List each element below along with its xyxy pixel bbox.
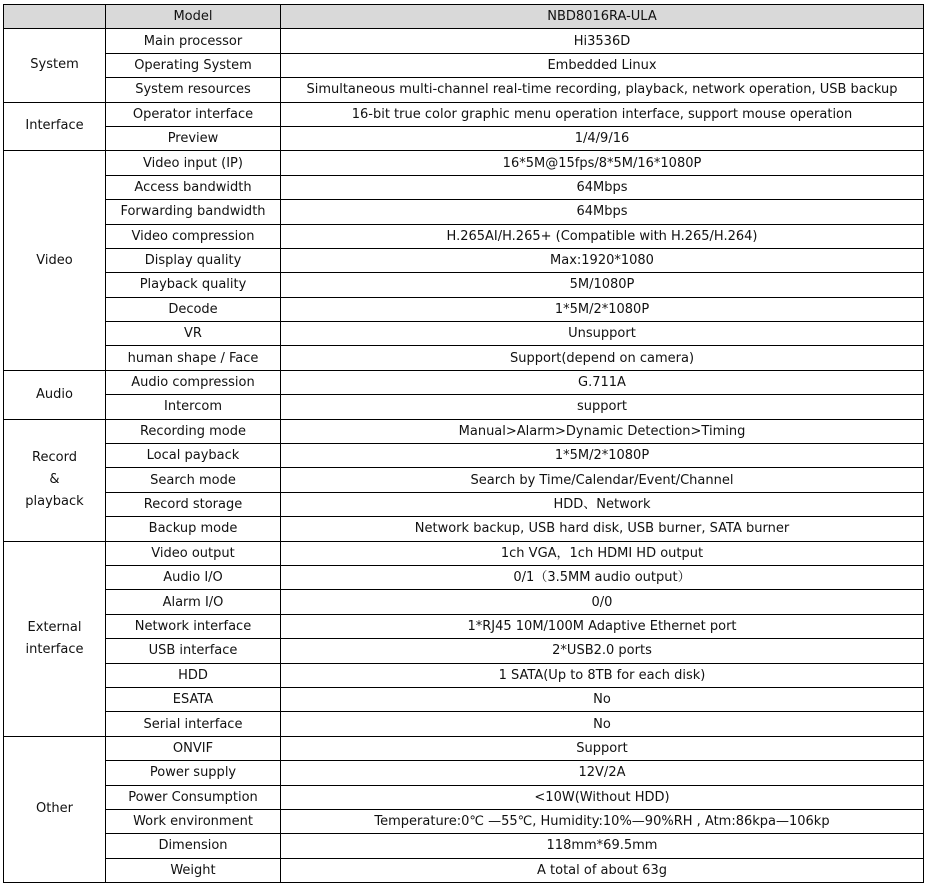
spec-value-cell: 0/1（3.5MM audio output） bbox=[281, 565, 924, 589]
spec-value-cell: 1*5M/2*1080P bbox=[281, 444, 924, 468]
spec-row bbox=[4, 785, 924, 809]
spec-row bbox=[4, 419, 924, 443]
spec-row bbox=[4, 395, 924, 419]
spec-row bbox=[4, 102, 924, 126]
spec-label-cell: Video compression bbox=[106, 224, 281, 248]
spec-row bbox=[4, 565, 924, 589]
spec-row bbox=[4, 175, 924, 199]
group-name-cell: Audio bbox=[4, 370, 106, 419]
spec-row bbox=[4, 273, 924, 297]
group-name-cell: Video bbox=[4, 151, 106, 371]
spec-value-cell: 12V/2A bbox=[281, 761, 924, 785]
spec-value-cell: 16-bit true color graphic menu operation interface, support mouse operation bbox=[281, 102, 924, 126]
spec-row bbox=[4, 541, 924, 565]
spec-label-cell: System resources bbox=[106, 78, 281, 102]
spec-table bbox=[3, 4, 924, 883]
spec-label-cell: Operator interface bbox=[106, 102, 281, 126]
spec-label-cell: Weight bbox=[106, 858, 281, 882]
spec-value-cell: 118mm*69.5mm bbox=[281, 834, 924, 858]
spec-row bbox=[4, 712, 924, 736]
spec-value-cell: Simultaneous multi-channel real-time recording, playback, network operation, USB backup bbox=[281, 78, 924, 102]
spec-value-cell: A total of about 63g bbox=[281, 858, 924, 882]
spec-row bbox=[4, 370, 924, 394]
spec-value-cell: 64Mbps bbox=[281, 200, 924, 224]
spec-row bbox=[4, 78, 924, 102]
spec-label-cell: Audio I/O bbox=[106, 565, 281, 589]
spec-row bbox=[4, 517, 924, 541]
header-label-cell: Model bbox=[106, 5, 281, 29]
spec-row bbox=[4, 468, 924, 492]
spec-row bbox=[4, 224, 924, 248]
spec-value-cell: Manual>Alarm>Dynamic Detection>Timing bbox=[281, 419, 924, 443]
spec-row bbox=[4, 858, 924, 882]
spec-value-cell: 64Mbps bbox=[281, 175, 924, 199]
spec-label-cell: Dimension bbox=[106, 834, 281, 858]
spec-label-cell: human shape / Face bbox=[106, 346, 281, 370]
spec-label-cell: VR bbox=[106, 322, 281, 346]
spec-value-cell: 1 SATA(Up to 8TB for each disk) bbox=[281, 663, 924, 687]
spec-row bbox=[4, 834, 924, 858]
spec-value-cell: <10W(Without HDD) bbox=[281, 785, 924, 809]
header-blank-cell bbox=[4, 5, 106, 29]
header-row bbox=[4, 5, 924, 29]
spec-label-cell: Operating System bbox=[106, 53, 281, 77]
spec-value-cell: 16*5M@15fps/8*5M/16*1080P bbox=[281, 151, 924, 175]
spec-row bbox=[4, 614, 924, 638]
group-name-cell: External interface bbox=[4, 541, 106, 736]
spec-value-cell: 1*5M/2*1080P bbox=[281, 297, 924, 321]
spec-label-cell: Forwarding bandwidth bbox=[106, 200, 281, 224]
spec-label-cell: Alarm I/O bbox=[106, 590, 281, 614]
spec-row bbox=[4, 736, 924, 760]
spec-value-cell: Hi3536D bbox=[281, 29, 924, 53]
spec-value-cell: 5M/1080P bbox=[281, 273, 924, 297]
spec-row bbox=[4, 687, 924, 711]
spec-row bbox=[4, 590, 924, 614]
spec-label-cell: Main processor bbox=[106, 29, 281, 53]
spec-row bbox=[4, 492, 924, 516]
spec-row bbox=[4, 29, 924, 53]
spec-value-cell: G.711A bbox=[281, 370, 924, 394]
spec-label-cell: ESATA bbox=[106, 687, 281, 711]
spec-value-cell: 0/0 bbox=[281, 590, 924, 614]
spec-label-cell: Recording mode bbox=[106, 419, 281, 443]
spec-label-cell: Network interface bbox=[106, 614, 281, 638]
spec-value-cell: Max:1920*1080 bbox=[281, 248, 924, 272]
spec-label-cell: HDD bbox=[106, 663, 281, 687]
spec-label-cell: Audio compression bbox=[106, 370, 281, 394]
spec-row bbox=[4, 663, 924, 687]
spec-label-cell: Power supply bbox=[106, 761, 281, 785]
spec-row bbox=[4, 200, 924, 224]
spec-row bbox=[4, 346, 924, 370]
spec-label-cell: Access bandwidth bbox=[106, 175, 281, 199]
spec-label-cell: Preview bbox=[106, 126, 281, 150]
spec-label-cell: Intercom bbox=[106, 395, 281, 419]
spec-label-cell: USB interface bbox=[106, 639, 281, 663]
spec-row bbox=[4, 248, 924, 272]
spec-row bbox=[4, 297, 924, 321]
spec-row bbox=[4, 809, 924, 833]
spec-value-cell: HDD、Network bbox=[281, 492, 924, 516]
spec-label-cell: Record storage bbox=[106, 492, 281, 516]
spec-table-body bbox=[4, 5, 924, 883]
spec-label-cell: Local payback bbox=[106, 444, 281, 468]
spec-value-cell: No bbox=[281, 687, 924, 711]
group-name-cell: Record & playback bbox=[4, 419, 106, 541]
group-name-cell: Interface bbox=[4, 102, 106, 151]
spec-row bbox=[4, 761, 924, 785]
spec-row bbox=[4, 151, 924, 175]
spec-label-cell: Playback quality bbox=[106, 273, 281, 297]
spec-value-cell: Unsupport bbox=[281, 322, 924, 346]
spec-label-cell: Display quality bbox=[106, 248, 281, 272]
spec-label-cell: Work environment bbox=[106, 809, 281, 833]
spec-value-cell: H.265AI/H.265+ (Compatible with H.265/H.264) bbox=[281, 224, 924, 248]
spec-value-cell: No bbox=[281, 712, 924, 736]
spec-value-cell: Support(depend on camera) bbox=[281, 346, 924, 370]
spec-label-cell: Backup mode bbox=[106, 517, 281, 541]
spec-row bbox=[4, 322, 924, 346]
spec-row bbox=[4, 126, 924, 150]
spec-value-cell: 1ch VGA，1ch HDMI HD output bbox=[281, 541, 924, 565]
spec-label-cell: Serial interface bbox=[106, 712, 281, 736]
spec-row bbox=[4, 444, 924, 468]
spec-label-cell: Search mode bbox=[106, 468, 281, 492]
spec-value-cell: Search by Time/Calendar/Event/Channel bbox=[281, 468, 924, 492]
spec-value-cell: support bbox=[281, 395, 924, 419]
group-name-cell: Other bbox=[4, 736, 106, 882]
group-name-cell: System bbox=[4, 29, 106, 102]
header-model-cell: NBD8016RA-ULA bbox=[281, 5, 924, 29]
spec-label-cell: Decode bbox=[106, 297, 281, 321]
spec-label-cell: Power Consumption bbox=[106, 785, 281, 809]
spec-label-cell: ONVIF bbox=[106, 736, 281, 760]
spec-value-cell: 1/4/9/16 bbox=[281, 126, 924, 150]
spec-row bbox=[4, 53, 924, 77]
spec-value-cell: Network backup, USB hard disk, USB burner, SATA burner bbox=[281, 517, 924, 541]
spec-label-cell: Video input (IP) bbox=[106, 151, 281, 175]
spec-row bbox=[4, 639, 924, 663]
spec-value-cell: 1*RJ45 10M/100M Adaptive Ethernet port bbox=[281, 614, 924, 638]
spec-value-cell: 2*USB2.0 ports bbox=[281, 639, 924, 663]
spec-value-cell: Temperature:0℃ —55℃, Humidity:10%—90%RH , Atm:86kpa—106kp bbox=[281, 809, 924, 833]
spec-value-cell: Embedded Linux bbox=[281, 53, 924, 77]
spec-label-cell: Video output bbox=[106, 541, 281, 565]
spec-value-cell: Support bbox=[281, 736, 924, 760]
